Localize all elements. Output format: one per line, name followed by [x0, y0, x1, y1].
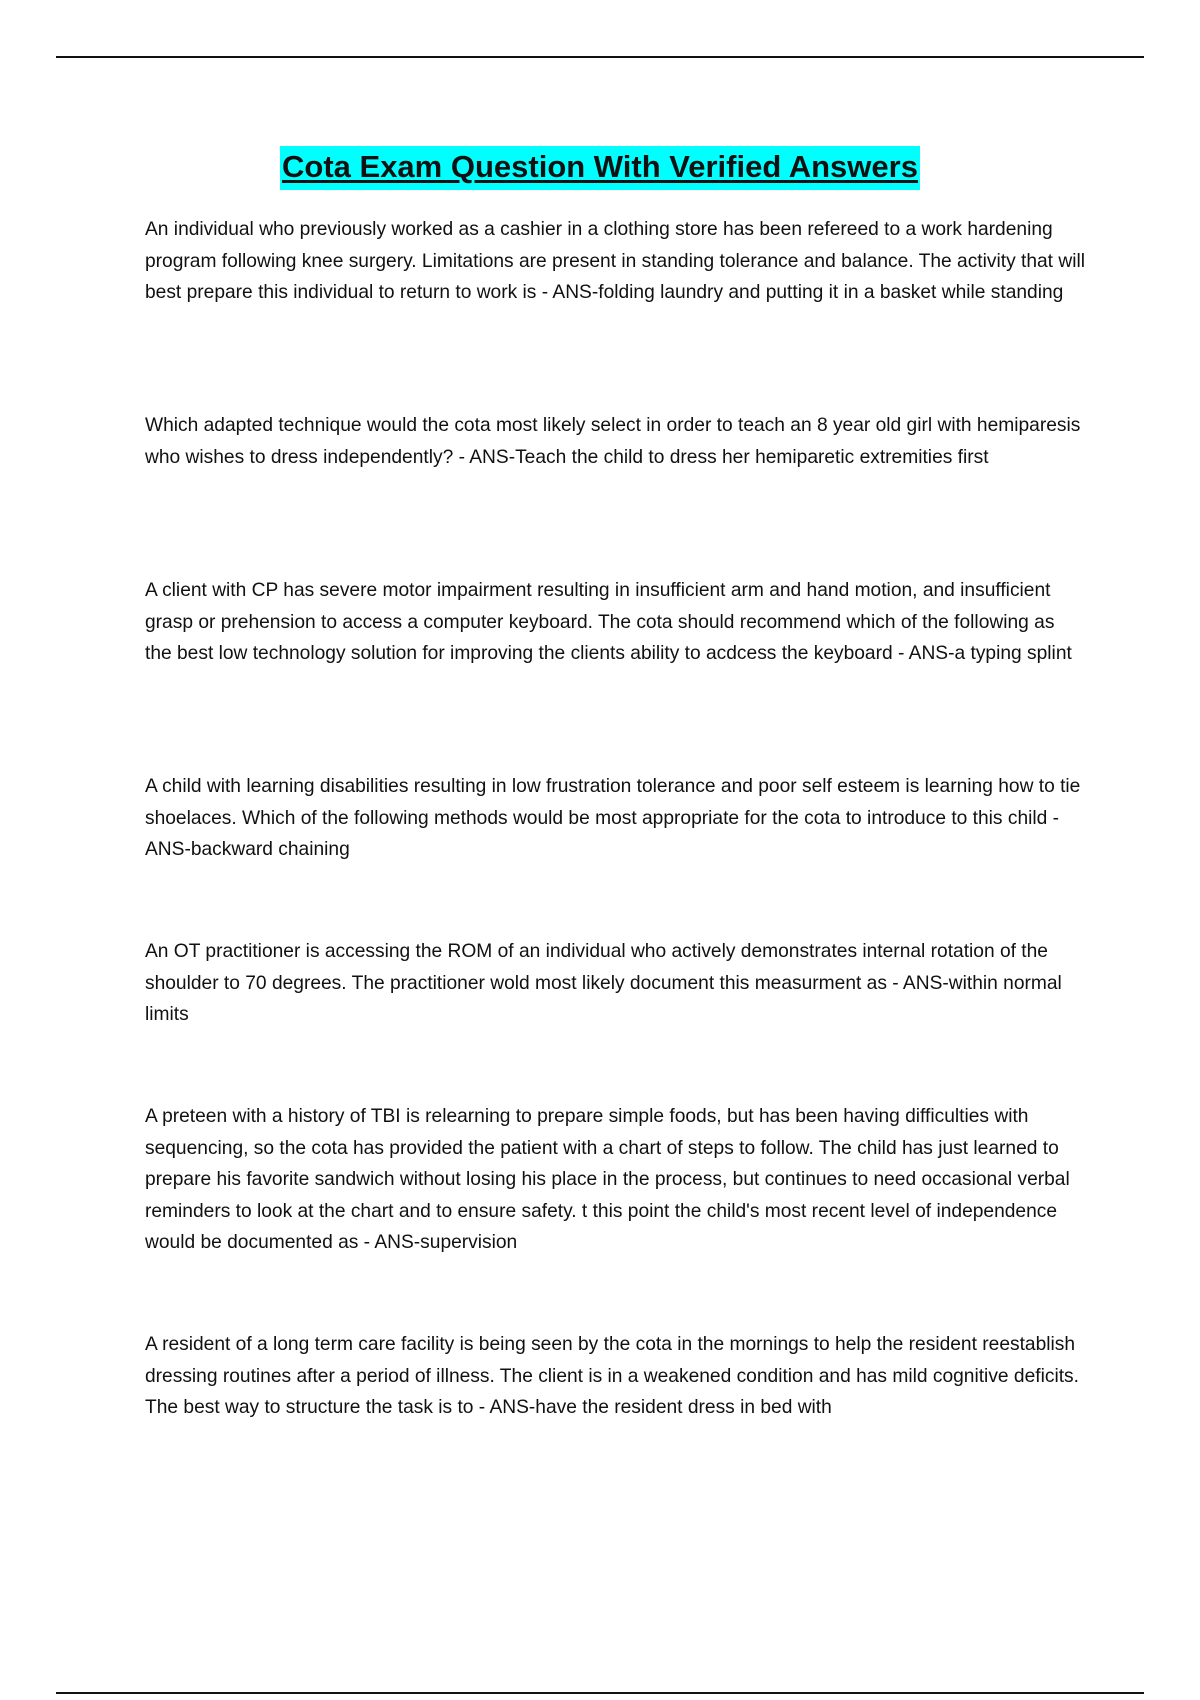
qa-item-4: A child with learning disabilities resulting in low frustration tolerance and poor self esteem is learning how to tie shoelaces. Which of the following methods would be most appropriate for the cota to introduce to this child - ANS-backward chaining — [145, 776, 1081, 860]
page-title: Cota Exam Question With Verified Answers — [280, 146, 920, 190]
bottom-rule — [56, 1692, 1144, 1694]
qa-item-7: A resident of a long term care facility is being seen by the cota in the mornings to help the resident reestablish dressing routines after a period of illness. The client is in a weakened condition and has mild cognitive deficits. The best way to structure the task is to - ANS-have the resident dress in bed with — [145, 1334, 1079, 1418]
qa-item-1: An individual who previously worked as a cashier in a clothing store has been refereed to a work hardening program following knee surgery. Limitations are present in standing tolerance and balance. The activity that will best prepare this individual to return to work is - ANS-folding laundry and putting it in a basket while standing — [145, 219, 1085, 303]
qa-item-6: A preteen with a history of TBI is relearning to prepare simple foods, but has been having difficulties with sequencing, so the cota has provided the patient with a chart of steps to follow. The child has just learned to prepare his favorite sandwich without losing his place in the process, but continues to need occasional verbal reminders to look at the chart and to ensure safety. t this point the child's most recent level of independence would be documented as - ANS-supervision — [145, 1106, 1070, 1253]
top-rule — [56, 56, 1144, 58]
qa-item-2: Which adapted technique would the cota most likely select in order to teach an 8 year old girl with hemiparesis who wishes to dress independently? - ANS-Teach the child to dress her hemiparetic extremities first — [145, 415, 1081, 468]
qa-item-5: An OT practitioner is accessing the ROM of an individual who actively demonstrates internal rotation of the shoulder to 70 degrees. The practitioner wold most likely document this measurment as - ANS-within normal limits — [145, 941, 1062, 1025]
qa-item-3: A client with CP has severe motor impairment resulting in insufficient arm and hand motion, and insufficient grasp or prehension to access a computer keyboard. The cota should recommend which of the following as the best low technology solution for improving the clients ability to acdcess the keyboard - ANS-a typing splint — [145, 580, 1072, 664]
title-container — [0, 146, 1200, 190]
